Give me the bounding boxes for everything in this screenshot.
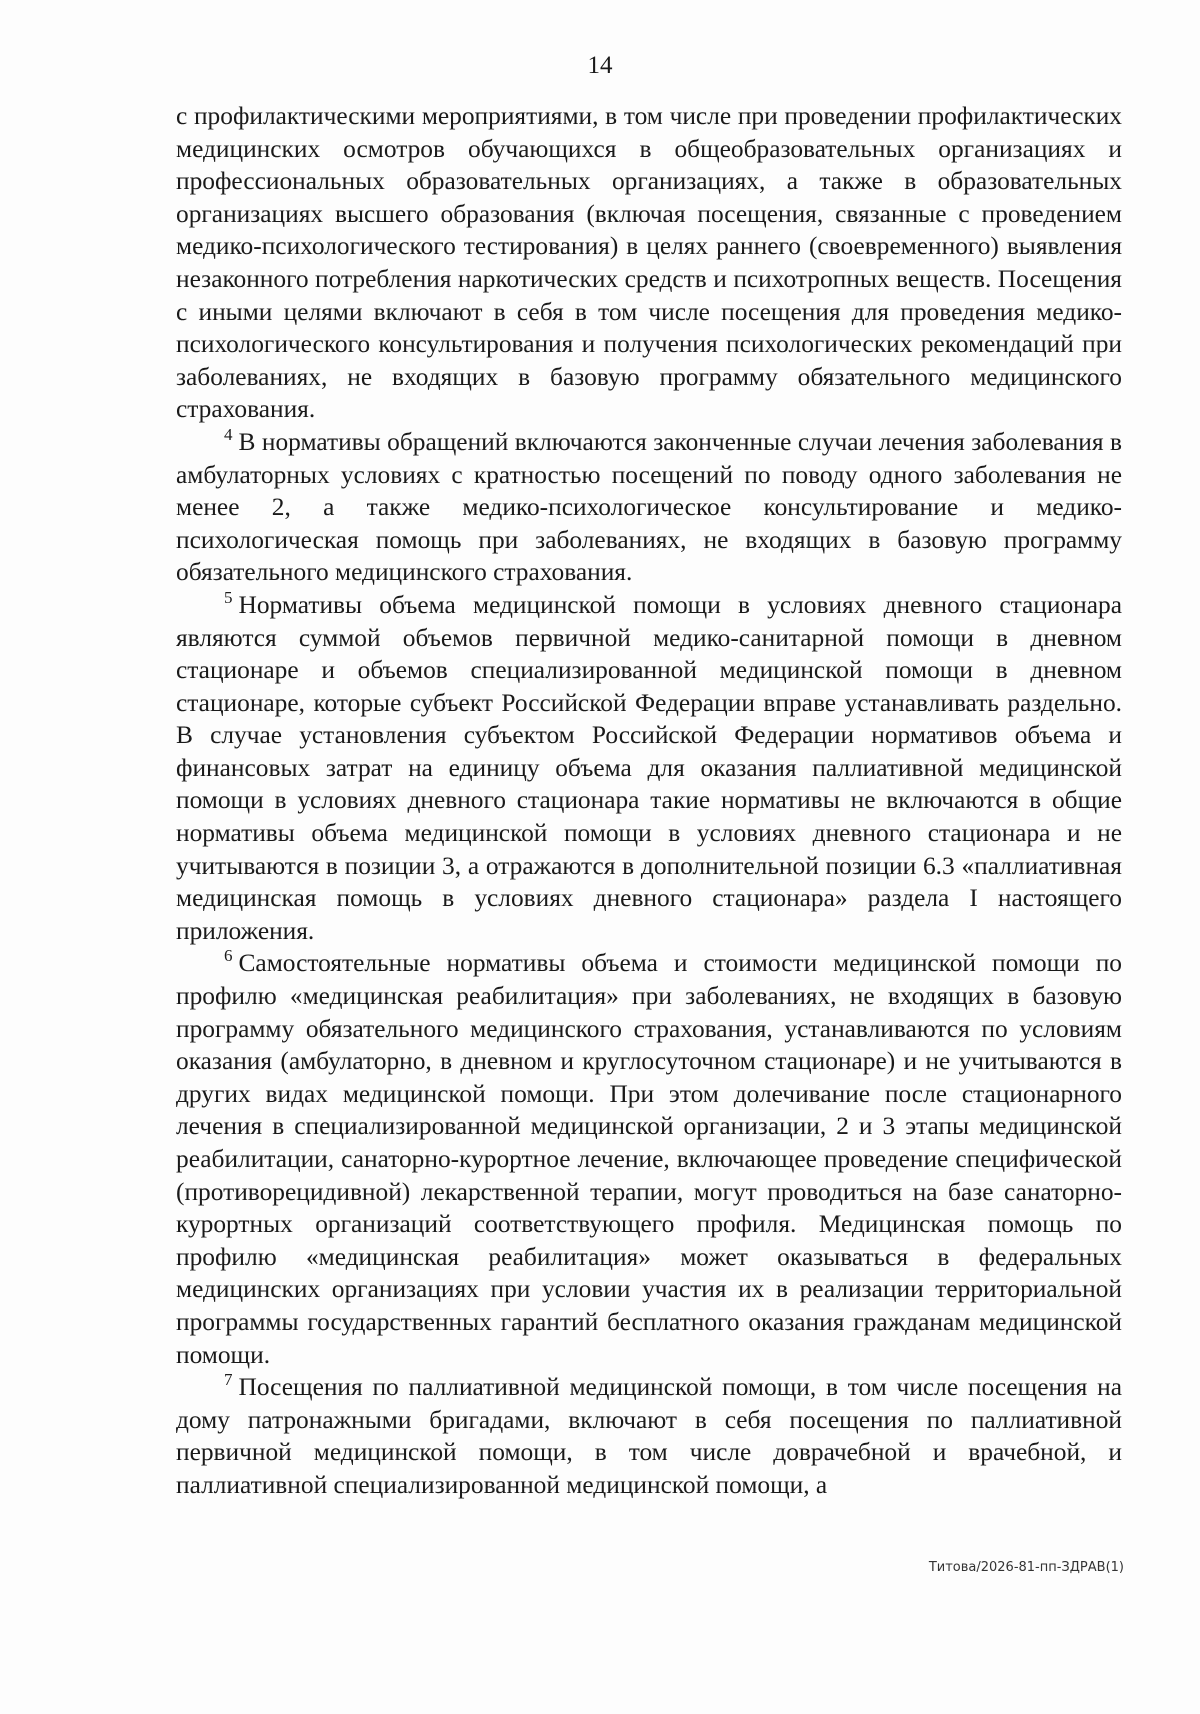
footnote-marker: 7: [224, 1370, 233, 1390]
document-body: [176, 100, 1122, 1502]
footnote-text: Самостоятельные нормативы объема и стоимости медицинской помощи по профилю «медицинская реабилитация» при заболеваниях, не входящих в базовую программу обязательного медицинского страхования, устанавливаются по условиям оказания (амбулаторно, в дневном и круглосуточном стационаре) и не учитываются в других видах медицинской помощи. При этом долечивание после стационарного лечения в специализированной медицинской организации, 2 и 3 этапы медицинской реабилитации, санаторно-курортное лечение, включающее проведение специфической (противорецидивной) лекарственной терапии, могут проводиться на базе санаторно-курортных организаций соответствующего профиля. Медицинская помощь по профилю «медицинская реабилитация» может оказываться в федеральных медицинских организациях при условии участия их в реализации территориальной программы государственных гарантий бесплатного оказания гражданам медицинской помощи.: [176, 949, 1122, 1369]
footnote-text: Нормативы объема медицинской помощи в условиях дневного стационара являются суммой объемов первичной медико-санитарной помощи в дневном стационаре и объемов специализированной медицинской помощи в дневном стационаре, которые субъект Российской Федерации вправе устанавливать раздельно. В случае установления субъектом Российской Федерации нормативов объема и финансовых затрат на единицу объема для оказания паллиативной медицинской помощи в условиях дневного стационара такие нормативы не включаются в общие нормативы объема медицинской помощи в условиях дневного стационара и не учитываются в позиции 3, а отражаются в дополнительной позиции 6.3 «паллиативная медицинская помощь в условиях дневного стационара» раздела I настоящего приложения.: [176, 590, 1122, 945]
document-code: Титова/2026-81-пп-ЗДРАВ(1): [928, 1560, 1124, 1575]
footnote-4: [176, 426, 1122, 589]
paragraph-continuation: [176, 100, 1122, 426]
footnote-marker: 4: [224, 424, 233, 444]
footnote-5: [176, 589, 1122, 948]
footnote-6: [176, 947, 1122, 1371]
page-number: 14: [587, 52, 613, 79]
footnote-7: [176, 1371, 1122, 1501]
footnote-marker: 6: [224, 946, 233, 966]
footnote-text: Посещения по паллиативной медицинской помощи, в том числе посещения на дому патронажными бригадами, включают в себя посещения по паллиативной первичной медицинской помощи, в том числе доврачебной и врачебной, и паллиативной специализированной медицинской помощи, а: [176, 1373, 1122, 1499]
footnote-text: В нормативы обращений включаются законченные случаи лечения заболевания в амбулаторных условиях с кратностью посещений по поводу одного заболевания не менее 2, а также медико-психологическое консультирование и медико-психологическая помощь при заболеваниях, не входящих в базовую программу обязательного медицинского страхования.: [176, 427, 1122, 587]
footnote-marker: 5: [224, 587, 233, 607]
paragraph-text: с профилактическими мероприятиями, в том числе при проведении профилактических медицинских осмотров обучающихся в общеобразовательных организациях и профессиональных образовательных организациях, а также в образовательных организациях высшего образования (включая посещения, связанные с проведением медико-психологического тестирования) в целях раннего (своевременного) выявления незаконного потребления наркотических средств и психотропных веществ. Посещения с иными целями включают в себя в том числе посещения для проведения медико-психологического консультирования и получения психологических рекомендаций при заболеваниях, не входящих в базовую программу обязательного медицинского страхования.: [176, 102, 1122, 424]
